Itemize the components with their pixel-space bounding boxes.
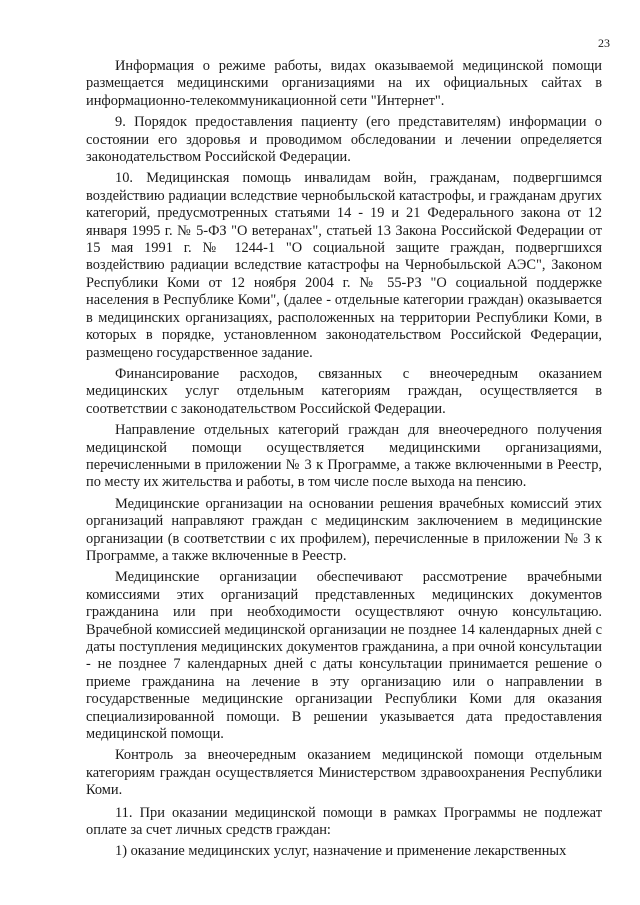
page-number: 23 [598,36,610,50]
paragraph-info-sites: Информация о режиме работы, видах оказываемой медицинской помощи размещается медицинскими организациями на их официальных сайтах в информационно-телекоммуникационной сети "Интернет". [86,58,602,109]
paragraph-9: 9. Порядок предоставления пациенту (его представителям) информации о состоянии его здоровья и проводимом обследовании и лечении определяется законодательством Российской Федерации. [86,114,602,166]
paragraph-11: 11. При оказании медицинской помощи в рамках Программы не подлежат оплате за счет личных средств граждан: [86,804,602,839]
paragraph-referral: Направление отдельных категорий граждан для внеочередного получения медицинской помощи осуществляется медицинскими организациями, перечисленными в приложении № 3 к Программе, а также включенными в Реестр, по месту их жительства и работы, в том числе после выхода на пенсию. [86,422,602,491]
paragraph-10: 10. Медицинская помощь инвалидам войн, гражданам, подвергшимся воздействию радиации вследствие чернобыльской катастрофы, и гражданам других категорий, предусмотренных статьями 14 - 19 и 21 Федерального закона от 12 января 1995 г. № 5-ФЗ "О ветеранах", статьей 13 Закона Российской Федерации от 15 мая 1991 г. № 1244-1 "О социальной защите граждан, подвергшихся воздействию радиации вследствие катастрофы на Чернобыльской АЭС", Законом Республики Коми от 12 ноября 2004 г. № 55-РЗ "О социальной поддержке населения в Республике Коми", (далее - отдельные категории граждан) оказывается в медицинских организациях, расположенных на территории Республики Коми, в которых в порядке, установленном законодательством Российской Федерации, размещено государственное задание. [86,170,602,361]
paragraph-commissions-referral: Медицинские организации на основании решения врачебных комиссий этих организаций направляют граждан с медицинским заключением в медицинские организации (в соответствии с их профилем), перечисленные в приложении № 3 к Программе, а также включенные в Реестр. [86,495,602,564]
paragraph-financing: Финансирование расходов, связанных с внеочередным оказанием медицинских услуг отдельным категориям граждан, осуществляется в соответствии с законодательством Российской Федерации. [86,365,602,417]
paragraph-control: Контроль за внеочередным оказанием медицинской помощи отдельным категориям граждан осуществляется Министерством здравоохранения Республики Коми. [86,747,602,799]
paragraph-11-item-1: 1) оказание медицинских услуг, назначение и применение лекарственных [115,843,567,860]
paragraph-commissions-review: Медицинские организации обеспечивают рассмотрение врачебными комиссиями этих организаций представленных медицинских документов гражданина или при необходимости осуществляют очную консультацию. Врачебной комиссией медицинской организации не позднее 14 календарных дней с даты поступления медицинских документов гражданина, а при очной консультации - не позднее 7 календарных дней с даты консультации принимается решение о приеме гражданина на лечение в эту организацию или о направлении в государственные медицинские организации Республики Коми для оказания специализированной помощи. В решении указывается дата предоставления медицинской помощи. [86,569,602,743]
document-body [86,58,602,865]
